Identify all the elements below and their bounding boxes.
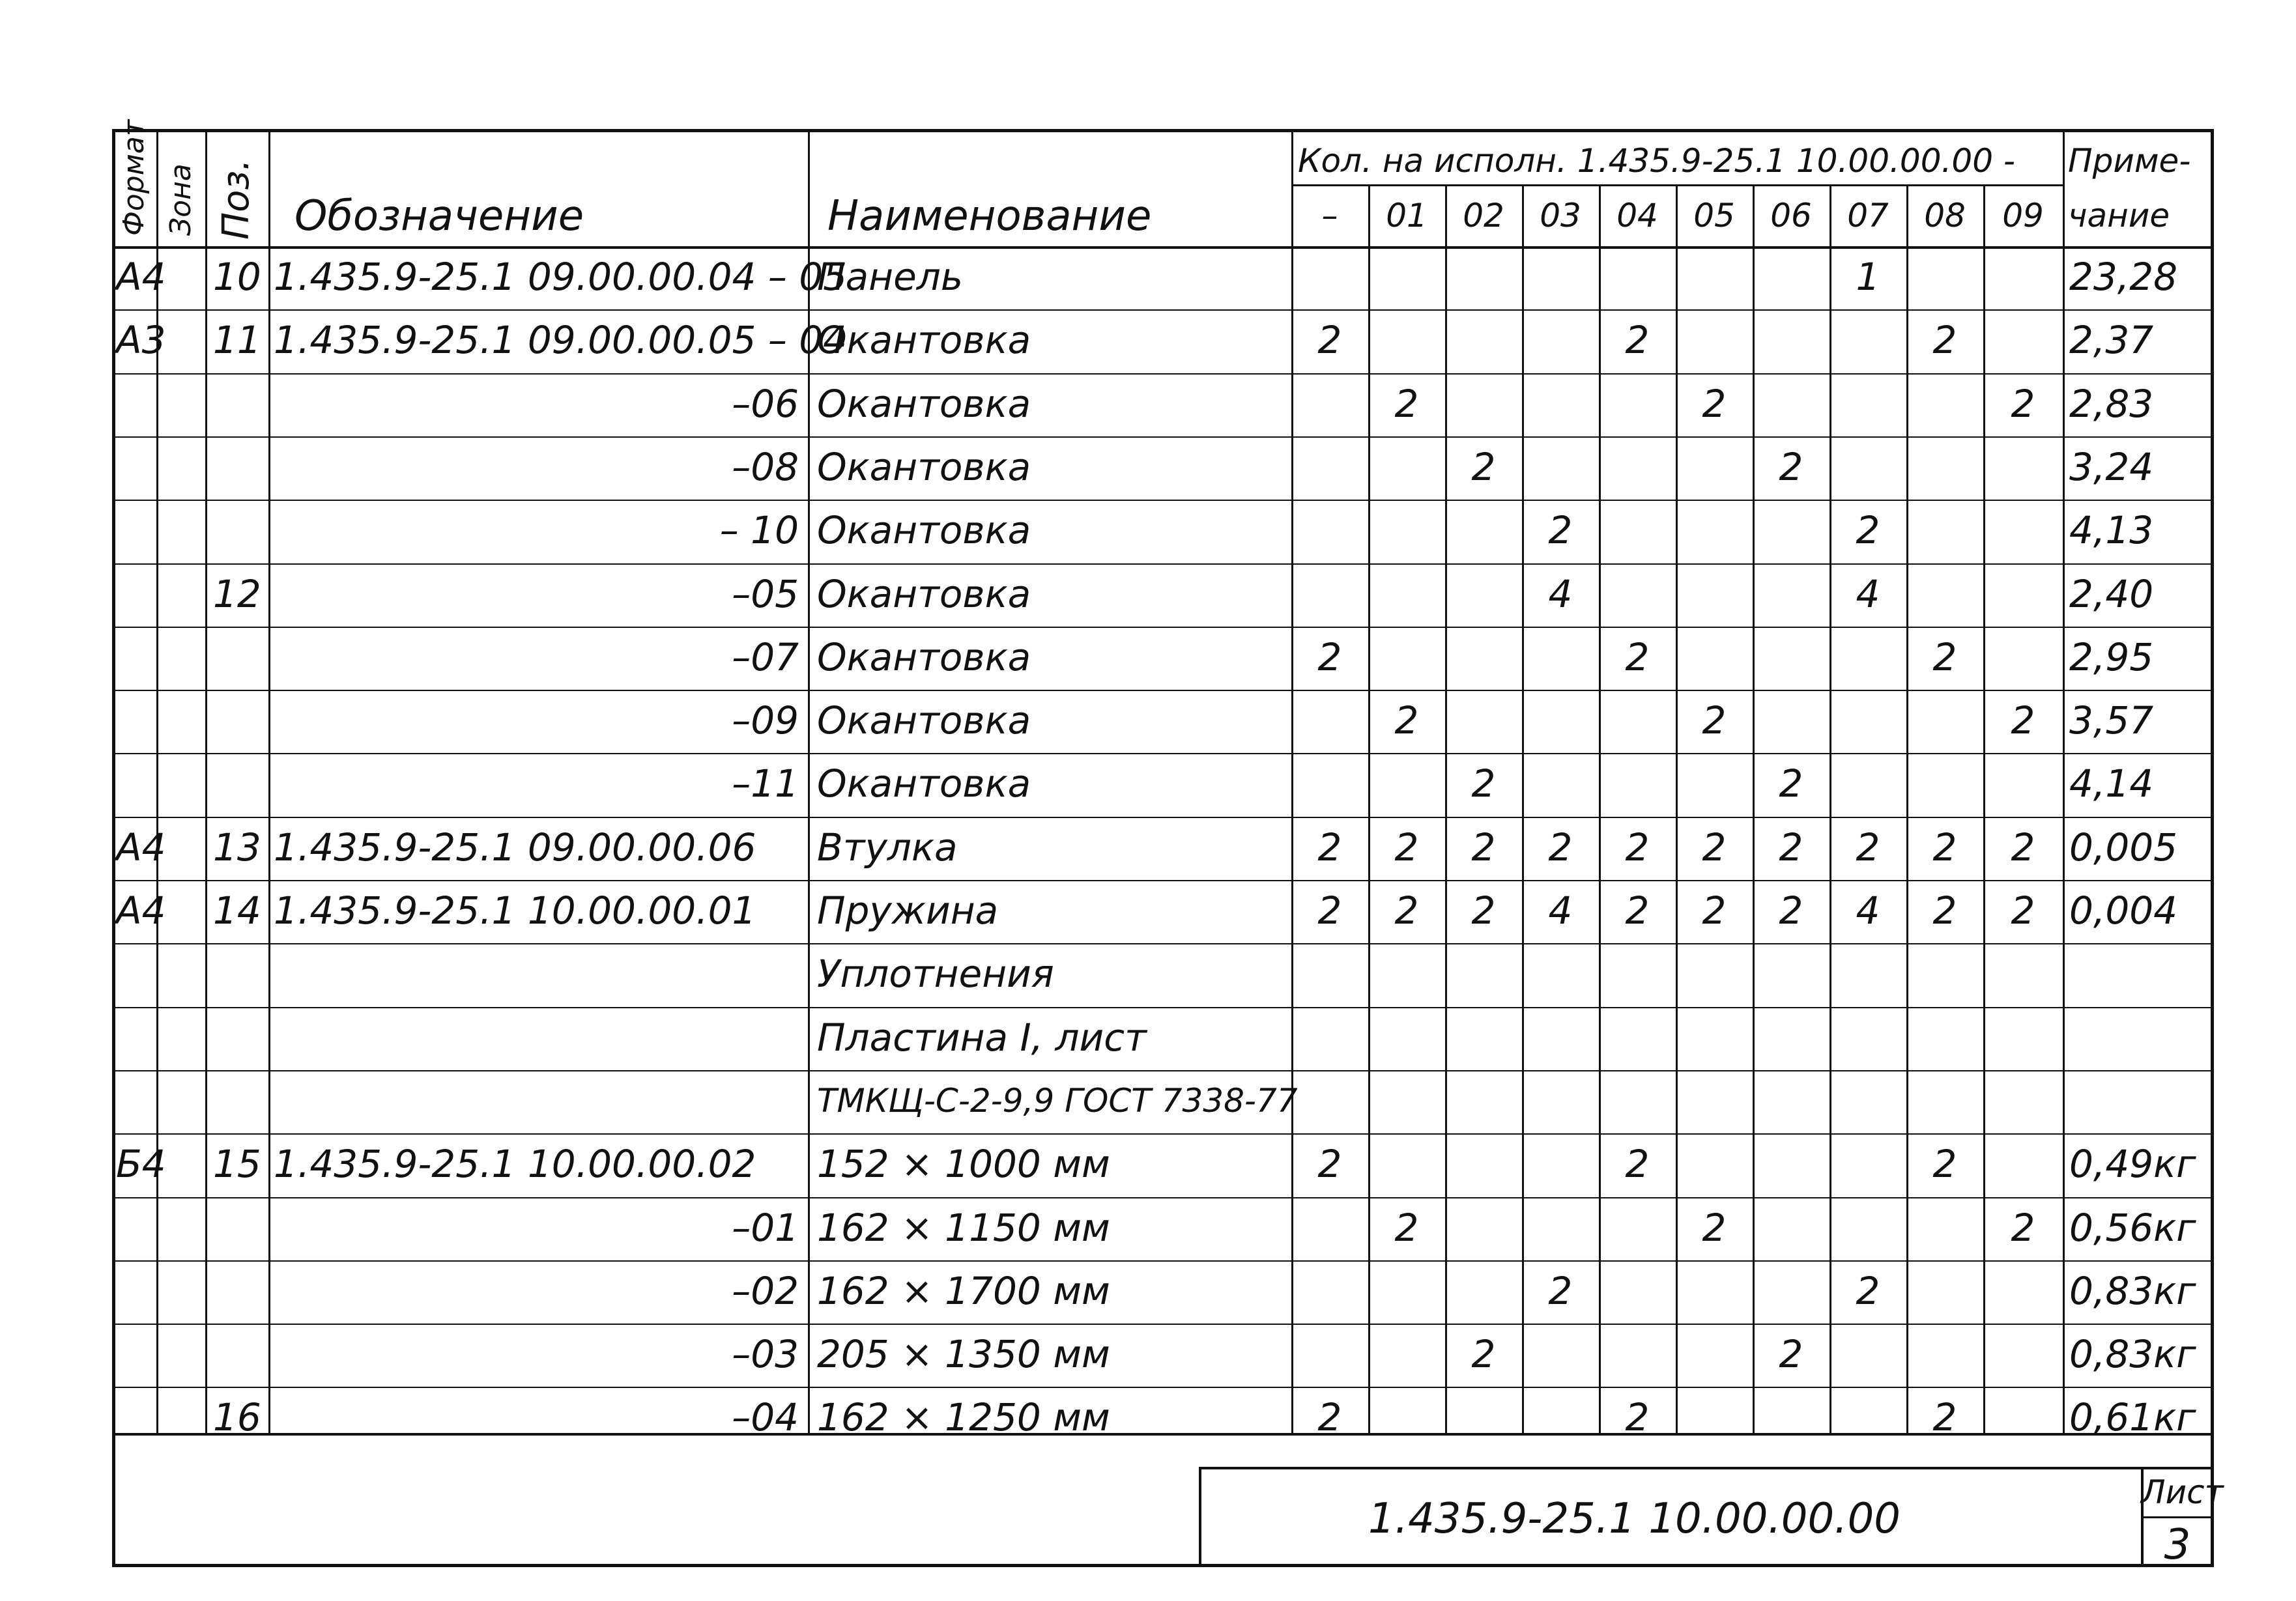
header-variant: 02 <box>1463 197 1504 234</box>
row-qty: 2 <box>1856 1268 1880 1313</box>
row-line <box>112 1387 2214 1388</box>
column-line <box>1522 184 1524 1433</box>
row-note: 3,24 <box>2069 444 2154 489</box>
row-name: Окантовка <box>817 318 1031 363</box>
row-designation: –11 <box>732 761 799 806</box>
row-line <box>112 436 2214 438</box>
row-qty: 4 <box>1548 571 1573 616</box>
row-note: 0,49кг <box>2069 1142 2196 1187</box>
row-note: 0,83кг <box>2069 1332 2196 1377</box>
row-qty: 2 <box>1932 318 1957 363</box>
header-designation: Обозначение <box>294 192 584 240</box>
row-qty: 2 <box>1548 825 1573 870</box>
row-qty: 2 <box>1317 634 1342 679</box>
row-name: Пружина <box>817 888 999 933</box>
row-qty: 2 <box>2011 381 2035 426</box>
row-designation: 1.435.9-25.1 09.00.00.06 <box>274 825 756 870</box>
row-format: Б4 <box>116 1142 166 1187</box>
row-qty: 2 <box>1779 761 1803 806</box>
row-pos: 13 <box>213 825 261 870</box>
row-name: 162 × 1700 мм <box>817 1268 1110 1313</box>
row-line <box>112 1197 2214 1198</box>
row-qty: 2 <box>1702 825 1727 870</box>
row-note: 0,005 <box>2069 825 2178 870</box>
row-note: 4,13 <box>2069 508 2154 553</box>
row-designation: 1.435.9-25.1 10.00.00.01 <box>274 888 756 933</box>
row-line <box>112 563 2214 565</box>
row-qty: 2 <box>1625 634 1650 679</box>
row-note: 2,83 <box>2069 381 2154 426</box>
row-line <box>112 943 2214 944</box>
row-name: Пластина I, лист <box>817 1015 1147 1060</box>
row-format: A4 <box>116 888 166 933</box>
row-qty: 2 <box>2011 698 2035 743</box>
row-qty: 2 <box>1317 1142 1342 1187</box>
row-qty: 2 <box>1779 825 1803 870</box>
row-pos: 12 <box>213 571 261 616</box>
row-format: A4 <box>116 255 166 299</box>
row-name: Втулка <box>817 825 958 870</box>
row-line <box>112 1260 2214 1262</box>
row-designation: 1.435.9-25.1 09.00.00.04 – 05 <box>274 255 848 299</box>
row-name: Окантовка <box>817 761 1031 806</box>
row-name: Уплотнения <box>817 952 1054 997</box>
row-pos: 10 <box>213 255 261 299</box>
row-qty: 2 <box>1317 318 1342 363</box>
header-variant: 06 <box>1770 197 1812 234</box>
stamp-sheet-number: 3 <box>2164 1521 2191 1569</box>
row-line <box>112 817 2214 818</box>
row-qty: 2 <box>2011 1205 2035 1250</box>
row-designation: –07 <box>732 634 799 679</box>
row-designation: –01 <box>732 1205 799 1250</box>
column-line <box>1599 184 1601 1433</box>
stamp-top-line <box>1199 1467 2214 1469</box>
row-designation: –02 <box>732 1268 799 1313</box>
row-qty: 2 <box>1394 1205 1419 1250</box>
column-line <box>1830 184 1831 1433</box>
row-note: 23,28 <box>2069 255 2178 299</box>
row-qty: 2 <box>1394 698 1419 743</box>
row-designation: –05 <box>732 571 799 616</box>
qty-header-divider <box>1291 184 2063 186</box>
row-qty: 2 <box>1317 825 1342 870</box>
header-variant: 09 <box>2002 197 2044 234</box>
row-name: Окантовка <box>817 508 1031 553</box>
row-qty: 2 <box>1548 1268 1573 1313</box>
row-qty: 2 <box>2011 888 2035 933</box>
row-name: 152 × 1000 мм <box>817 1142 1110 1187</box>
row-qty: 2 <box>1932 825 1957 870</box>
row-qty: 2 <box>1702 698 1727 743</box>
row-qty: 2 <box>1625 1142 1650 1187</box>
row-qty: 2 <box>1856 508 1880 553</box>
row-name: ТМКЩ-С-2-9,9 ГОСТ 7338-77 <box>817 1081 1298 1120</box>
row-qty: 2 <box>1625 318 1650 363</box>
row-line <box>112 690 2214 691</box>
row-pos: 11 <box>213 318 261 363</box>
row-name: Панель <box>817 255 964 299</box>
stamp-sheet-line <box>2141 1516 2214 1518</box>
row-qty: 4 <box>1856 571 1880 616</box>
row-line <box>112 1324 2214 1325</box>
row-qty: 2 <box>1625 1395 1650 1440</box>
row-note: 0,83кг <box>2069 1268 2196 1313</box>
column-line <box>2063 129 2065 1433</box>
row-line <box>112 1070 2214 1071</box>
row-qty: 2 <box>1932 1142 1957 1187</box>
header-bottom-line <box>112 246 2214 249</box>
header-variant: 01 <box>1386 197 1428 234</box>
row-qty: 2 <box>1702 888 1727 933</box>
row-note: 2,37 <box>2069 318 2154 363</box>
header-variant: – <box>1321 197 1338 234</box>
row-note: 2,95 <box>2069 634 2154 679</box>
stamp-left-line <box>1199 1467 1201 1567</box>
row-name: 162 × 1250 мм <box>817 1395 1110 1440</box>
row-designation: 1.435.9-25.1 09.00.00.05 – 04 <box>274 318 848 363</box>
row-line <box>112 753 2214 754</box>
stamp-sheet-label: Лист <box>2141 1473 2224 1511</box>
header-variant: 03 <box>1540 197 1581 234</box>
row-qty: 2 <box>1932 634 1957 679</box>
row-qty: 4 <box>1856 888 1880 933</box>
row-pos: 15 <box>213 1142 261 1187</box>
row-designation: 1.435.9-25.1 10.00.00.02 <box>274 1142 756 1187</box>
row-name: Окантовка <box>817 381 1031 426</box>
row-line <box>112 309 2214 311</box>
row-qty: 2 <box>1471 888 1496 933</box>
row-designation: –03 <box>732 1332 799 1377</box>
row-qty: 2 <box>1779 1332 1803 1377</box>
column-line <box>205 129 207 1433</box>
row-qty: 1 <box>1856 255 1880 299</box>
row-qty: 2 <box>1471 825 1496 870</box>
row-qty: 2 <box>1932 888 1957 933</box>
row-qty: 2 <box>1856 825 1880 870</box>
column-line <box>1445 184 1447 1433</box>
row-line <box>112 1007 2214 1008</box>
row-qty: 2 <box>1702 381 1727 426</box>
row-line <box>112 880 2214 881</box>
row-qty: 2 <box>1317 1395 1342 1440</box>
row-line <box>112 627 2214 628</box>
row-qty: 2 <box>1394 825 1419 870</box>
row-note: 0,004 <box>2069 888 2178 933</box>
header-qty-title: Кол. на исполн. 1.435.9-25.1 10.00.00.00 - <box>1298 142 2015 180</box>
row-pos: 14 <box>213 888 261 933</box>
row-name: Окантовка <box>817 634 1031 679</box>
row-name: 162 × 1150 мм <box>817 1205 1110 1250</box>
header-format: Формат <box>117 119 151 236</box>
row-qty: 2 <box>1471 444 1496 489</box>
row-designation: – 10 <box>719 508 799 553</box>
row-pos: 16 <box>213 1395 261 1440</box>
header-name: Наименование <box>827 192 1152 240</box>
row-qty: 4 <box>1548 888 1573 933</box>
row-qty: 2 <box>1548 508 1573 553</box>
column-line <box>1753 184 1755 1433</box>
row-designation: –04 <box>732 1395 799 1440</box>
row-note: 0,56кг <box>2069 1205 2196 1250</box>
row-line <box>112 1133 2214 1135</box>
header-zone: Зона <box>164 163 197 236</box>
row-line <box>112 373 2214 375</box>
header-note-line1: Приме- <box>2068 142 2191 180</box>
header-pos: Поз. <box>215 159 257 240</box>
row-line <box>112 500 2214 501</box>
row-name: 205 × 1350 мм <box>817 1332 1110 1377</box>
row-note: 4,14 <box>2069 761 2154 806</box>
row-qty: 2 <box>1394 888 1419 933</box>
row-qty: 2 <box>1932 1395 1957 1440</box>
row-qty: 2 <box>1471 761 1496 806</box>
header-variant: 07 <box>1847 197 1889 234</box>
row-qty: 2 <box>2011 825 2035 870</box>
row-qty: 2 <box>1702 1205 1727 1250</box>
stamp-doc-number: 1.435.9-25.1 10.00.00.00 <box>1368 1495 1901 1543</box>
row-qty: 2 <box>1625 888 1650 933</box>
header-variant: 08 <box>1924 197 1966 234</box>
header-note-line2: чание <box>2068 197 2170 234</box>
row-qty: 2 <box>1471 1332 1496 1377</box>
row-name: Окантовка <box>817 571 1031 616</box>
row-format: A3 <box>116 318 166 363</box>
row-note: 2,40 <box>2069 571 2154 616</box>
row-designation: –09 <box>732 698 799 743</box>
row-designation: –08 <box>732 444 799 489</box>
header-variant: 05 <box>1693 197 1735 234</box>
row-qty: 2 <box>1779 444 1803 489</box>
row-qty: 2 <box>1394 381 1419 426</box>
row-designation: –06 <box>732 381 799 426</box>
row-name: Окантовка <box>817 698 1031 743</box>
row-name: Окантовка <box>817 444 1031 489</box>
row-note: 0,61кг <box>2069 1395 2196 1440</box>
row-note: 3,57 <box>2069 698 2154 743</box>
column-line <box>1906 184 1908 1433</box>
row-qty: 2 <box>1317 888 1342 933</box>
row-qty: 2 <box>1625 825 1650 870</box>
row-qty: 2 <box>1779 888 1803 933</box>
row-format: A4 <box>116 825 166 870</box>
header-variant: 04 <box>1616 197 1658 234</box>
